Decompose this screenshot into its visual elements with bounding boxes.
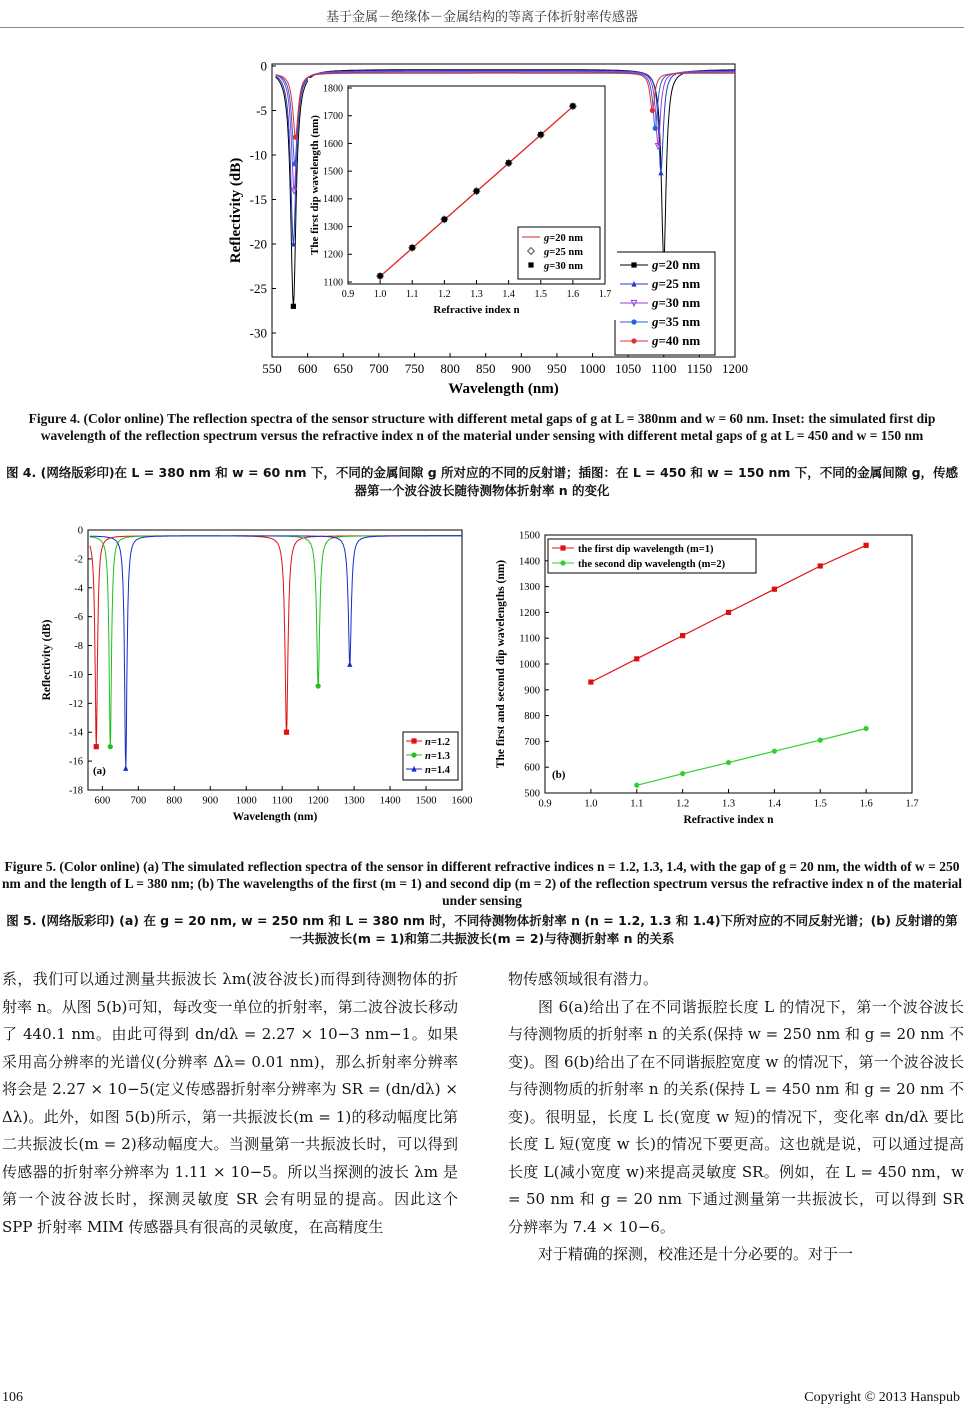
fig4-main-x-tick-label: 1150 bbox=[686, 361, 713, 376]
fig4-inset-legend-label: g=30 nm bbox=[544, 261, 583, 272]
fig5b-point bbox=[864, 543, 869, 548]
fig4-main-x-axis-label: Wavelength (nm) bbox=[448, 381, 559, 397]
fig5b-y-tick-label: 600 bbox=[524, 762, 540, 774]
fig4-inset-y-axis-label: The first dip wavelength (nm) bbox=[309, 115, 321, 255]
fig4-legend-label: g=30 nm bbox=[652, 295, 701, 310]
fig5a-x-tick-label: 1300 bbox=[343, 795, 365, 807]
fig5a-y-tick-label: -18 bbox=[69, 785, 83, 797]
fig5a-x-tick-label: 600 bbox=[94, 795, 111, 807]
fig5b-point bbox=[726, 760, 731, 765]
fig4-inset-x-tick-label: 1.0 bbox=[373, 289, 387, 300]
fig4-main-y-tick-label: -30 bbox=[249, 325, 267, 341]
fig5b-point bbox=[588, 679, 593, 684]
body-right-column bbox=[508, 966, 964, 1269]
fig4-inset-legend-marker bbox=[528, 262, 533, 267]
fig4-main-x-tick-label: 900 bbox=[511, 361, 532, 376]
fig4-legend-label: g=20 nm bbox=[652, 257, 701, 272]
figure-4-caption-cn: 图 4. (网络版彩印)在 L = 380 nm 和 w = 60 nm 下，不同的金属间隙 g 所对应的不同的反射谱；插图：在 L = 450 和 w = 150 nm 下，不同的金属间隙 g，传感器第一个波谷波长随待测物体折射率 n 的变化 bbox=[5, 465, 959, 498]
fig4-main-x-tick-label: 1100 bbox=[651, 361, 677, 376]
fig5a-x-tick-label: 1200 bbox=[307, 795, 329, 807]
fig5b-legend-marker bbox=[560, 545, 565, 550]
fig4-inset-x-tick-label: 1.1 bbox=[406, 289, 419, 300]
fig4-main-x-tick-label: 1200 bbox=[722, 361, 748, 376]
fig5b-x-tick-label: 1.0 bbox=[584, 798, 598, 810]
figure-4-caption-en: Figure 4. (Color online) The reflection spectra of the sensor structure with different metal gaps of g at L = 380nm and w = 60 nm. Inset: the simulated first dip wavelength of the reflection spectrum versus the refractive index n of the material under sensing with different metal gaps of g at L = 450 and w = 150 nm bbox=[28, 411, 936, 443]
fig5a-x-tick-label: 900 bbox=[202, 795, 219, 807]
fig5a-y-tick-label: -14 bbox=[69, 727, 83, 739]
fig5b-x-tick-label: 1.3 bbox=[721, 798, 736, 810]
fig5b-y-tick-label: 1300 bbox=[519, 582, 540, 594]
fig4-main-y-tick-label: -20 bbox=[249, 236, 267, 252]
fig4-inset-y-tick-label: 1600 bbox=[323, 138, 343, 150]
fig5b-point bbox=[864, 726, 869, 731]
fig4-inset-x-tick-label: 1.7 bbox=[598, 289, 612, 300]
fig4-legend-marker bbox=[631, 262, 636, 267]
fig4-inset-x-axis-label: Refractive index n bbox=[433, 304, 520, 316]
fig5a-dip-point bbox=[108, 744, 113, 749]
running-header: 基于金属－绝缘体－金属结构的等离子体折射率传感器 bbox=[325, 10, 638, 25]
fig4-legend-marker bbox=[631, 319, 636, 324]
fig4-inset-point bbox=[474, 188, 479, 193]
fig4-dip-point bbox=[650, 108, 655, 113]
fig4-inset-x-tick-label: 1.4 bbox=[502, 289, 515, 300]
fig4-main-x-tick-label: 850 bbox=[475, 361, 496, 376]
fig4-inset-x-tick-label: 1.3 bbox=[470, 289, 483, 300]
fig5a-y-tick-label: -8 bbox=[74, 641, 83, 653]
fig4-legend-marker bbox=[631, 338, 636, 343]
fig5a-series-line bbox=[90, 536, 462, 747]
fig4-inset-y-tick-label: 1300 bbox=[323, 221, 343, 233]
figure-5-caption-cn: 图 5. (网络版彩印) (a) 在 g = 20 nm, w = 250 nm 和 L = 380 nm 时，不同待测物体折射率 n (n = 1.2, 1.3 和 1.4)下所对应的不同反射光谱；(b) 反射谱的第一共振波长(m = 1)和第二共振波长(m = 2)与待测折射率 n 的关系 bbox=[6, 913, 958, 946]
fig4-inset-legend-label: g=25 nm bbox=[544, 247, 583, 258]
fig4-main-x-tick-label: 550 bbox=[262, 361, 282, 376]
fig5a-y-axis-label: Reflectivity (dB) bbox=[41, 619, 53, 701]
fig5a-x-axis-label: Wavelength (nm) bbox=[232, 811, 318, 823]
fig5b-x-tick-label: 1.5 bbox=[813, 798, 827, 810]
fig5a-dip-point bbox=[284, 730, 289, 735]
fig5b-point bbox=[680, 771, 685, 776]
fig5a-x-tick-label: 1600 bbox=[451, 795, 473, 807]
fig5a-y-tick-label: -16 bbox=[69, 756, 83, 768]
fig4-inset-point bbox=[378, 273, 383, 278]
fig5a-legend-marker bbox=[411, 752, 416, 757]
fig5b-x-tick-label: 1.1 bbox=[630, 798, 644, 810]
fig5a-y-tick-label: -6 bbox=[74, 612, 83, 624]
body-left-column bbox=[2, 966, 458, 1241]
fig5b-y-tick-label: 1400 bbox=[519, 556, 540, 568]
fig5b-x-tick-label: 1.4 bbox=[767, 798, 781, 810]
page-number: 106 bbox=[2, 1390, 23, 1405]
fig5a-legend-label: n=1.3 bbox=[425, 751, 450, 762]
fig4-main-x-tick-label: 600 bbox=[297, 361, 318, 376]
fig5a-x-tick-label: 1400 bbox=[379, 795, 401, 807]
fig5a-x-tick-label: 700 bbox=[130, 795, 147, 807]
fig5a-y-tick-label: -12 bbox=[69, 698, 83, 710]
fig5b-y-tick-label: 1500 bbox=[519, 530, 540, 542]
fig5b-point bbox=[772, 749, 777, 754]
fig5a-x-tick-label: 1500 bbox=[415, 795, 437, 807]
fig4-main-x-tick-label: 700 bbox=[369, 361, 389, 376]
fig4-main-x-tick-label: 1050 bbox=[615, 361, 642, 376]
fig4-inset-x-tick-label: 1.5 bbox=[534, 289, 547, 300]
fig5b-x-tick-label: 1.6 bbox=[859, 798, 873, 810]
fig4-inset-point bbox=[570, 103, 575, 108]
fig5a-y-tick-label: 0 bbox=[77, 525, 83, 537]
body-right-paragraph-1: 物传感领域很有潜力。 bbox=[508, 970, 659, 988]
fig4-main-y-tick-label: -5 bbox=[256, 102, 267, 118]
figure-5-caption-en: Figure 5. (Color online) (a) The simulated reflection spectra of the sensor in different refractive indices n = 1.2, 1.3, 1.4, with the gap of g = 20 nm, the width of w = 250 nm and the length of L = 380 nm; (b) The wavelengths of the first (m = 1) and second dip (m = 2) of the reflection spectrum versus the refractive index n of the material under sensing bbox=[1, 859, 963, 908]
fig4-legend-label: g=35 nm bbox=[652, 314, 701, 329]
fig5a-dip-point bbox=[347, 661, 352, 667]
fig5a-y-tick-label: -4 bbox=[74, 583, 83, 595]
fig5b-point bbox=[818, 563, 823, 568]
fig5a-x-tick-label: 1000 bbox=[235, 795, 257, 807]
fig4-inset-y-tick-label: 1100 bbox=[323, 277, 343, 289]
fig5b-x-tick-label: 0.9 bbox=[538, 798, 552, 810]
fig5b-x-axis-label: Refractive index n bbox=[683, 814, 774, 826]
fig5b-legend-label: the first dip wavelength (m=1) bbox=[578, 544, 714, 555]
body-left-paragraph: 系，我们可以通过测量共振波长 λm(波谷波长)而得到待测物体的折射率 n。从图 5(b)可知，每改变一单位的折射率，第二波谷波长移动了 440.1 nm。由此可得到 dn/dλ = 2.27 × 10−3 nm−1。如果采用高分辨率的光谱仪(分辨率 Δλ= 0.01 nm)，那么折射率分辨率将会是 2.27 × 10−5(定义传感器折射率分辨率为 SR = (dn/dλ) × Δλ)。此外，如图 5(b)所示，第一共振波长(m = 1)的移动幅度比第二共振波长(m = 2)移动幅度大。当测量第一共振波长时，可以得到传感器的折射率分辨率为 1.11 × 10−5。所以当探测的波长 λm 是第一个波谷波长时，探测灵敏度 SR 会有明显的提高。因此这个 SPP 折射率 MIM 传感器具有很高的灵敏度，在高精度生 bbox=[2, 970, 458, 1236]
fig4-main-y-axis-label: Reflectivity (dB) bbox=[228, 157, 244, 264]
fig4-inset-point bbox=[410, 245, 415, 250]
fig5b-y-axis-label: The first and second dip wavelengths (nm) bbox=[495, 559, 507, 769]
fig5b-x-tick-label: 1.7 bbox=[905, 798, 919, 810]
fig4-inset-y-tick-label: 1200 bbox=[323, 249, 343, 261]
fig4-dip-point bbox=[653, 126, 658, 131]
fig4-main-x-tick-label: 800 bbox=[440, 361, 460, 376]
fig5b-point bbox=[634, 656, 639, 661]
fig5b-series-line bbox=[637, 729, 866, 786]
fig5a-y-tick-label: -10 bbox=[69, 669, 83, 681]
fig5a-series-line bbox=[90, 536, 462, 747]
fig5a-x-tick-label: 800 bbox=[166, 795, 183, 807]
copyright: Copyright © 2013 Hanspub bbox=[804, 1390, 960, 1405]
fig5b-y-tick-label: 1200 bbox=[519, 607, 540, 619]
figure-4-chart bbox=[220, 52, 750, 397]
fig4-main-y-tick-label: -15 bbox=[249, 191, 267, 207]
fig4-main-x-tick-label: 750 bbox=[404, 361, 425, 376]
fig4-inset-x-tick-label: 1.2 bbox=[438, 289, 451, 300]
fig4-inset-x-tick-label: 1.6 bbox=[566, 289, 580, 300]
fig4-dip-point bbox=[293, 135, 298, 140]
fig5b-y-tick-label: 900 bbox=[524, 685, 540, 697]
fig5b-panel-label: (b) bbox=[552, 769, 566, 781]
fig5b-point bbox=[772, 587, 777, 592]
fig4-main-y-tick-label: -25 bbox=[249, 280, 267, 296]
fig5a-legend-marker bbox=[411, 738, 416, 743]
fig4-inset-y-tick-label: 1500 bbox=[323, 166, 343, 178]
fig4-main-x-tick-label: 1000 bbox=[579, 361, 606, 376]
fig5b-y-tick-label: 500 bbox=[524, 788, 540, 800]
fig5a-dip-point bbox=[316, 683, 321, 688]
fig4-inset-legend-label: g=20 nm bbox=[544, 233, 583, 244]
fig4-legend-label: g=25 nm bbox=[652, 276, 701, 291]
fig5b-plot-frame bbox=[545, 535, 912, 793]
fig4-inset-y-tick-label: 1400 bbox=[323, 194, 343, 206]
fig5b-point bbox=[818, 738, 823, 743]
fig4-inset-y-tick-label: 1800 bbox=[323, 83, 343, 95]
fig5a-legend-label: n=1.2 bbox=[425, 737, 450, 748]
fig5a-dip-point bbox=[123, 765, 128, 771]
fig5b-legend-marker bbox=[560, 560, 565, 565]
figure-5a-chart bbox=[30, 520, 473, 840]
fig5b-legend-label: the second dip wavelength (m=2) bbox=[578, 559, 726, 570]
fig4-inset-point bbox=[538, 132, 543, 137]
fig5a-legend-label: n=1.4 bbox=[425, 765, 450, 776]
header-rule bbox=[0, 27, 964, 28]
fig4-inset-point bbox=[506, 160, 511, 165]
fig4-inset-x-tick-label: 0.9 bbox=[341, 289, 355, 300]
fig5a-panel-label: (a) bbox=[93, 765, 106, 777]
fig5b-y-tick-label: 1000 bbox=[519, 659, 540, 671]
fig5b-y-tick-label: 700 bbox=[524, 736, 540, 748]
fig5b-y-tick-label: 800 bbox=[524, 711, 540, 723]
fig4-main-x-tick-label: 950 bbox=[547, 361, 567, 376]
fig5a-x-tick-label: 1100 bbox=[271, 795, 293, 807]
fig4-dip-point bbox=[291, 304, 296, 309]
fig4-inset-point bbox=[442, 217, 447, 222]
body-right-paragraph-2: 图 6(a)给出了在不同谐振腔长度 L 的情况下，第一个波谷波长与待测物质的折射率 n 的关系(保持 w = 250 nm 和 g = 20 nm 不变)。图 6(b)给出了在不同谐振腔宽度 w 的情况下，第一个波谷波长与待测物质的折射率 n 的关系(保持 L = 450 nm 和 g = 20 nm 不变)。很明显，长度 L 长(宽度 w 短)的情况下，变化率 dn/dλ 要比长度 L 短(宽度 w 长)的情况下要更高。这也就是说，可以通过提高长度 L(减小宽度 w)来提高灵敏度 SR。例如，在 L = 450 nm，w = 50 nm 和 g = 20 nm 下通过测量第一共振波长，可以得到 SR 分辨率为 7.4 × 10−6。 bbox=[508, 997, 964, 1236]
body-right-paragraph-3: 对于精确的探测，校准还是十分必要的。对于一 bbox=[538, 1245, 854, 1263]
fig4-dip-point bbox=[658, 170, 663, 176]
fig5b-x-tick-label: 1.2 bbox=[676, 798, 690, 810]
fig4-main-y-tick-label: 0 bbox=[260, 58, 267, 74]
fig5a-dip-point bbox=[94, 744, 99, 749]
fig4-main-y-tick-label: -10 bbox=[249, 147, 267, 163]
figure-5b-chart bbox=[490, 520, 930, 840]
fig4-legend-label: g=40 nm bbox=[652, 333, 701, 348]
fig4-inset-y-tick-label: 1700 bbox=[323, 111, 343, 123]
fig5b-y-tick-label: 1100 bbox=[519, 633, 540, 645]
fig5b-point bbox=[634, 783, 639, 788]
fig5a-y-tick-label: -2 bbox=[74, 554, 83, 566]
fig5b-point bbox=[680, 633, 685, 638]
fig4-dip-point bbox=[292, 161, 297, 166]
fig5b-point bbox=[726, 610, 731, 615]
fig4-main-x-tick-label: 650 bbox=[333, 361, 353, 376]
